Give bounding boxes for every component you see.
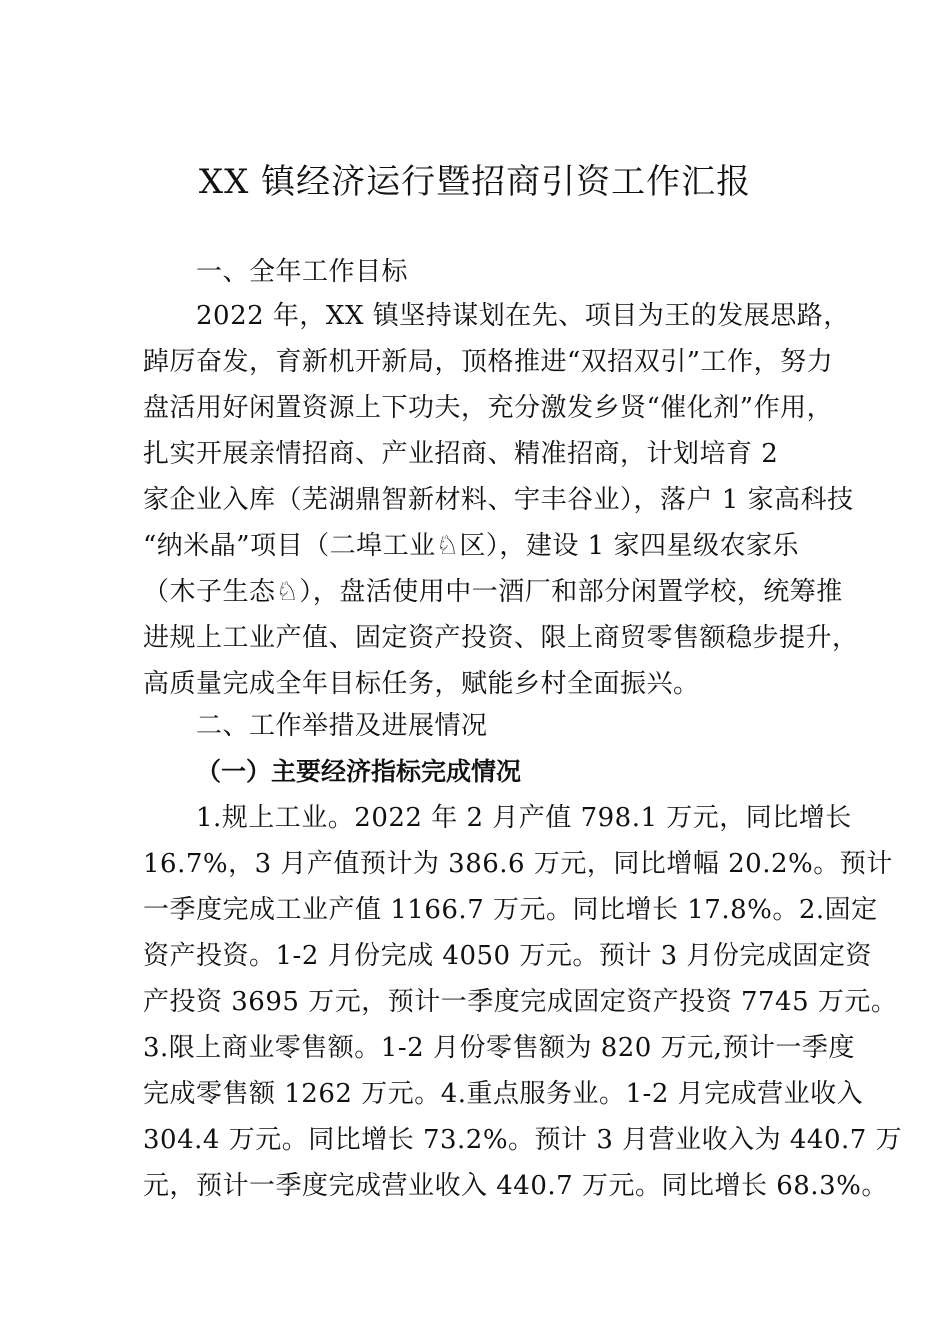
section-1-line: （木子生态♘），盘活使用中一酒厂和部分闲置学校，统筹推 [143, 577, 843, 607]
document-title: XX 镇经济运行暨招商引资工作汇报 [198, 162, 752, 202]
section-2-line: 一季度完成工业产值 1166.7 万元。同比增长 17.8%。2.固定 [143, 895, 878, 925]
section-2-line: 产投资 3695 万元，预计一季度完成固定资产投资 7745 万元。 [143, 987, 898, 1017]
section-2-line: 1.规上工业。2022 年 2 月产值 798.1 万元，同比增长 [196, 803, 852, 833]
section-1-line: “纳米晶”项目（二埠工业♘区），建设 1 家四星级农家乐 [143, 531, 799, 561]
section-2-line: 16.7%，3 月产值预计为 386.6 万元，同比增幅 20.2%。预计 [143, 849, 893, 879]
section-1-line: 进规上工业产值、固定资产投资、限上商贸零售额稳步提升， [143, 623, 859, 653]
section-1-line: 盘活用好闲置资源上下功夫，充分激发乡贤“催化剂”作用， [143, 393, 834, 423]
section-2-line: 304.4 万元。同比增长 73.2%。预计 3 月营业收入为 440.7 万 [143, 1125, 903, 1155]
section-1-line: 踔厉奋发，育新机开新局，顶格推进“双招双引”工作，努力 [143, 347, 834, 377]
section-2-heading: 二、工作举措及进展情况 [196, 711, 488, 741]
section-1-line: 高质量完成全年目标任务，赋能乡村全面振兴。 [143, 669, 700, 699]
section-2-line: 3.限上商业零售额。1-2 月份零售额为 820 万元,预计一季度 [143, 1033, 855, 1063]
section-1-heading: 一、全年工作目标 [196, 257, 409, 287]
section-2-line: 元，预计一季度完成营业收入 440.7 万元。同比增长 68.3%。 [143, 1171, 888, 1201]
section-1-line: 2022 年，XX 镇坚持谋划在先、项目为王的发展思路， [196, 301, 850, 331]
section-2-sub-heading: （一）主要经济指标完成情况 [196, 757, 522, 786]
section-2-line: 完成零售额 1262 万元。4.重点服务业。1-2 月完成营业收入 [143, 1079, 864, 1109]
section-1-line: 扎实开展亲情招商、产业招商、精准招商，计划培育 2 [143, 439, 779, 469]
section-2-line: 资产投资。1-2 月份完成 4050 万元。预计 3 月份完成固定资 [143, 941, 872, 971]
section-1-line: 家企业入库（芜湖鼎智新材料、宇丰谷业），落户 1 家高科技 [143, 485, 854, 515]
